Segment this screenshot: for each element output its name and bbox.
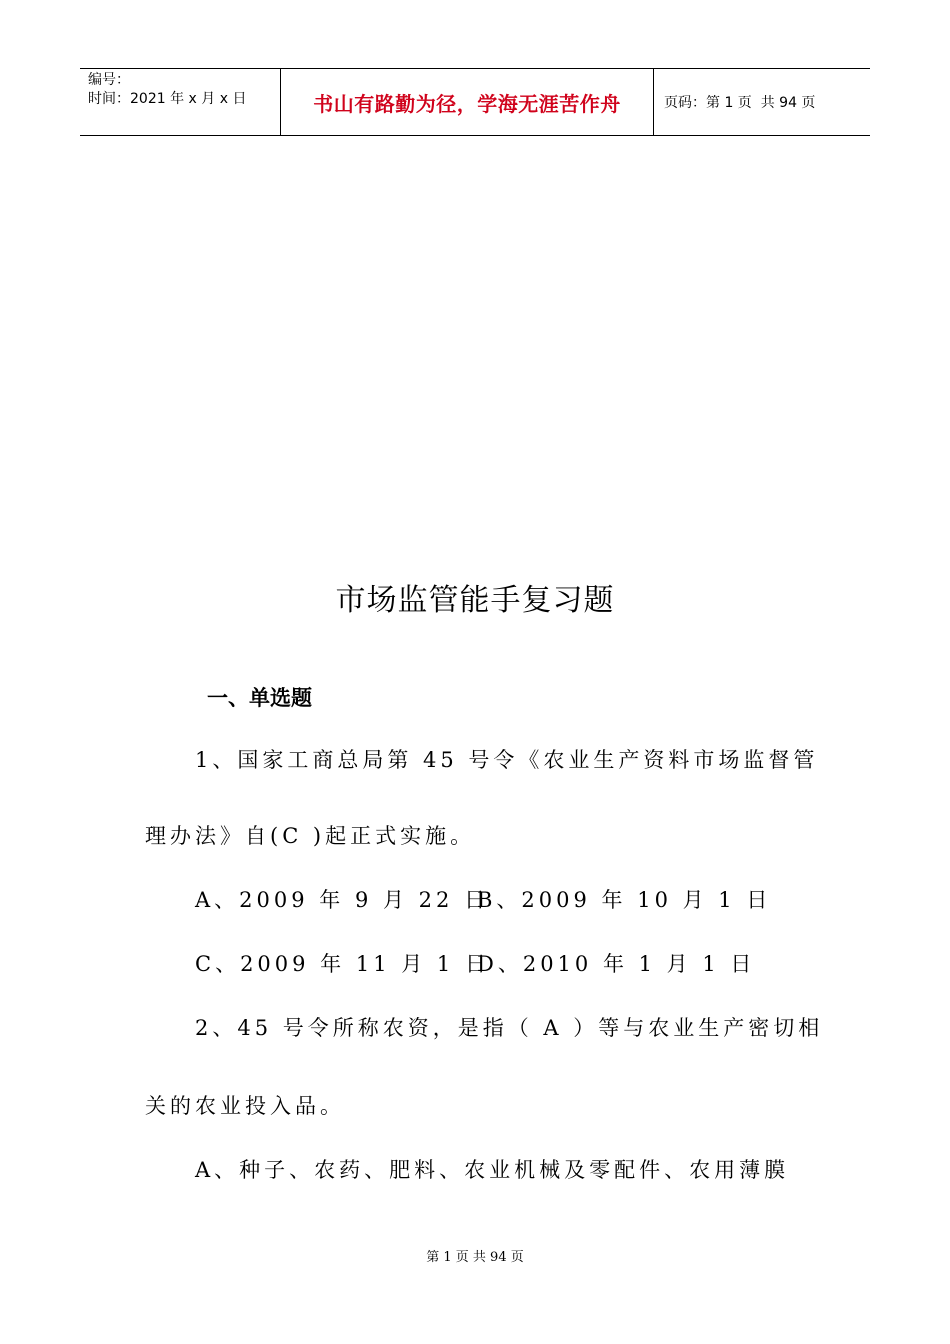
page-header xyxy=(80,68,870,136)
header-number-label: 编号： xyxy=(88,72,130,88)
page-footer: 第 1 页 共 94 页 xyxy=(426,1250,524,1265)
header-motto: 书山有路勤为径，学海无涯苦作舟 xyxy=(281,69,654,135)
question-1-option-a: A、2009 年 9 月 22 日 xyxy=(195,888,490,912)
header-meta-cell xyxy=(80,69,281,135)
question-2-option-a: A、种子、农药、肥料、农业机械及零配件、农用薄膜 xyxy=(195,1158,790,1182)
section-heading: 一、单选题 xyxy=(207,686,312,710)
question-2-line-1: 2、45 号令所称农资，是指（ A ）等与农业生产密切相 xyxy=(195,1016,824,1040)
header-page-code: 页码：第 1 页 共 94 页 xyxy=(664,95,816,111)
question-1-option-c: C、2009 年 11 月 1 日 xyxy=(195,952,490,976)
question-1-line-2: 理办法》自(C )起正式实施。 xyxy=(145,824,476,848)
question-1-option-d: D、2010 年 1 月 1 日 xyxy=(477,952,756,976)
header-time-label: 时间：2021 年 x 月 x 日 xyxy=(88,91,247,107)
document-title: 市场监管能手复习题 xyxy=(335,583,615,618)
question-2-line-2: 关的农业投入品。 xyxy=(145,1094,345,1118)
question-1-line-1: 1、国家工商总局第 45 号令《农业生产资料市场监督管 xyxy=(195,748,819,772)
question-1-option-b: B、2009 年 10 月 1 日 xyxy=(477,888,772,912)
header-page-code-cell xyxy=(654,69,870,135)
